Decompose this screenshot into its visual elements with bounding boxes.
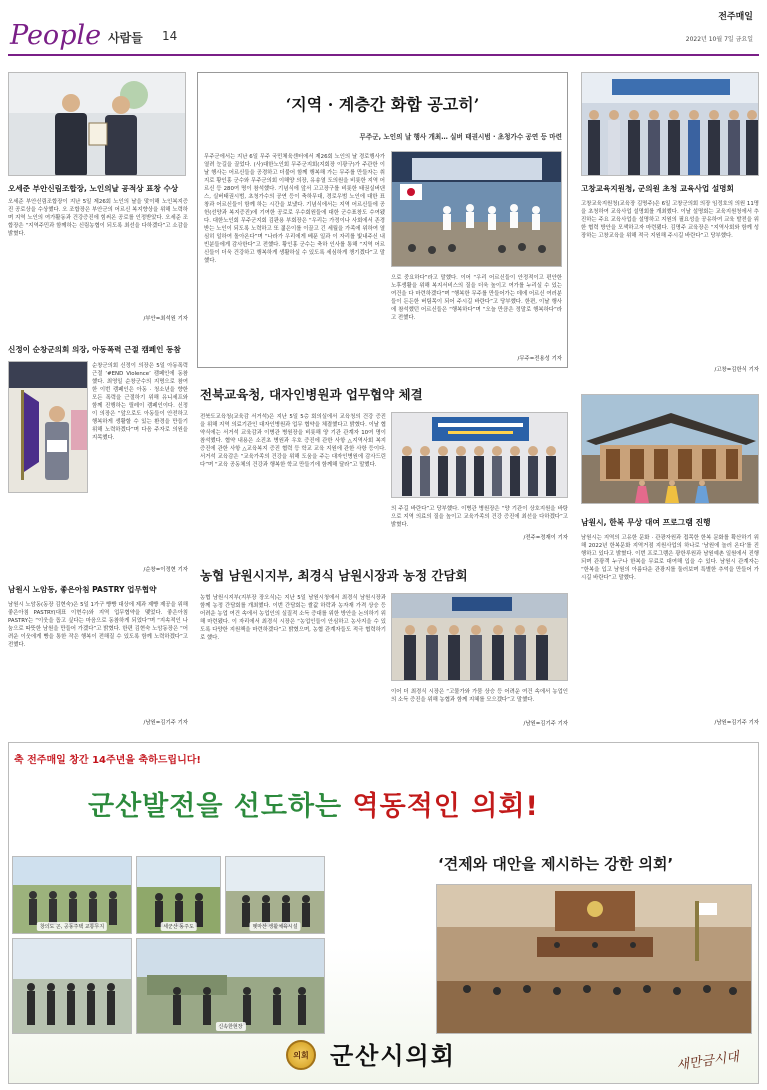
featured-body-left: 무주군에서는 지난 6일 무주 국민체육센터에서 제26회 노인의 날 경로행사가 열려 눈길을 끌었다. (사)대한노인회 무주군지회(지회장 이광구)가 주관한 이날 행사는 어르신들을 공경하고 더불어 함께 행복해 가는 무주를 만들자는 취지로 황인홍 군수와 무주군의회 이해양 의장, 유송열 도의원을 비롯한 지역 어르신 등 280여 명이 참석했다. 기념식에 앞서 고고장구를 비롯한 태권실버댄스, 실버태권시범, 초청가수의 공연 등이 축하무대, 경로우범 노인에 대한 표창과 어르신들이 함께 하는 시간을 보냈다. 기념식에서는 지역 어르신들에 공헌(선양과 복지증진)에 기여한 공로로 우수회원들에 대한 군수표창도 수여됐다. 대한노인회 무주군지회 김판용 부회장은 “우리는 가정이나 사회에서 존경받는 노인이 되도록 노력하고 또 젊은이를 이끌고 긴 세월을 가족에 위하여 열심히 일하여 돌아온다”며 “나라가 우리에게 베푼 일과 이 자리를 빛내주신 내빈분들에게 감사한다”고 전했다. 황인홍 군수는 축하 인사를 통해 “지역 어르신들이 더욱 건강하고 행복하게 생활하실 수 있도록 세심하게 챙기겠다”고 말했다.: [204, 154, 385, 264]
ad-headline-part-a: 군산발전을 선도하는: [88, 791, 353, 822]
byline-left-3: /남원=김기주 기자: [143, 720, 188, 726]
headline-left-1: 오세준 부안신림조합장, 노인의날 공적상 표창 수상: [8, 184, 179, 193]
headline-left-3: 남원시 노암동, 좋은아침 PASTRY 업무협약: [8, 585, 157, 594]
featured-subtitle: 무주군, 노인의 날 행사 개최… 실버 태권시범 · 초청가수 공연 등 마련: [359, 133, 562, 141]
byline-right-1: /고창=김한식 기자: [714, 367, 759, 373]
photo-taekwondo-event: [391, 151, 562, 267]
ad-council-name: 군산시의회: [330, 1042, 456, 1070]
issue-date: 2022년 10월 7일 금요일: [685, 36, 753, 43]
byline-mid-1: /전주=정재이 기자: [523, 535, 568, 541]
photo-hanbok-house: [581, 394, 759, 504]
ad-congrats-line: 축 전주매일 창간 14주년을 축하드립니다!: [14, 755, 201, 766]
photo-campaign: [8, 361, 88, 493]
ad-headline: [88, 784, 539, 823]
section-title: 사람들: [108, 31, 143, 45]
byline-left-1: /부안=최석원 기자: [143, 316, 188, 322]
photo-mou-signing: [391, 412, 568, 498]
body-mid-2-right: 이어 더 최경식 시장은 “고물가와 가뭄 상승 등 어려운 여건 속에서 농업인의 소득 증진을 위해 농협과 함께 지혜를 모으겠다”고 말했다.: [391, 689, 568, 703]
headline-left-2: 신정이 순창군의회 의장, 아동폭력 근절 캠페인 동참: [8, 345, 181, 354]
photo-award-ceremony: [8, 72, 186, 176]
photo-council-briefing: [581, 72, 759, 176]
ad-photo-2: [136, 856, 221, 934]
ad-photo-4: [12, 938, 132, 1034]
ad-photo-5: [136, 938, 325, 1034]
photo-agri-meeting: [391, 593, 568, 681]
page-number: 14: [162, 29, 178, 43]
ad-slogan: 새만금시대: [675, 1049, 740, 1074]
council-emblem-icon: 의회: [286, 1040, 316, 1070]
ad-photo-label-1: 창의도 곤, 공동주택 교통무지: [37, 922, 107, 931]
body-right-1: 고창교육지원청(교육장 김명주)은 6일 고창군의회 의장 임정호의 의원 11명을 초청하여 교육사업 설명회를 개최했다. 이날 설명회는 교육지원청에서 추진하는 주요 교육사업을 설명하고 지원의 필요성을 공유하여 교육 발전을 위한 협력 방안을 모색하고자 마련됐다. 김명주 교육장은 “지역사회와 함께 성장하는 고창교육을 위해 적극 지원해 주시길 바란다”고 당부했다.: [581, 201, 759, 239]
featured-body-right: 으로 중요하다”라고 말했다. 이어 “우리 어르신들이 안정적이고 편안한 노후생활을 위해 복지서비스의 질을 더욱 높이고 여가를 누리실 수 있는 여건을 다 마련하겠다”며 “행복한 무주를 만들어가는 데에 어르신 여러분들이 든든한 버팀목이 되어 주시길 바란다”고 당부했다. 한편, 이날 행사에 참석했던 어르신들은 “행복하다”며 “오늘 만큼은 정말로 행복하다”라고 전했다.: [391, 275, 562, 321]
ad-photo-3: [225, 856, 325, 934]
ad-photo-label-4: 신속한현장: [215, 1022, 245, 1031]
featured-title: ‘지역 · 계층간 화합 공고히’: [285, 95, 480, 114]
ad-photo-label-2: 세군산 동주도: [160, 922, 197, 931]
header-rule: [8, 54, 759, 56]
newspaper-name: 전주매일: [718, 12, 753, 22]
byline-mid-2: /남원=김기주 기자: [523, 721, 568, 727]
headline-mid-1: 전북교육청, 대자인병원과 업무협약 체결: [200, 387, 423, 402]
body-right-2: 남원시는 지역의 고유한 문화 · 관광자원과 접목한 한복 문화를 확산하기 위해 2022년 한복문화 지역거점 지원사업의 하나로 ‘남원에 놀러 온다’를 진행하고 있다고 밝혔다. 이번 프로그램은 광한루원과 남원예촌 일원에서 진행되며 관광객 누구나 한복을 무료로 대여해 입을 수 있다. 남원시 관계자는 “한복을 입고 남원의 아름다운 관광지를 둘러보며 특별한 추억을 만들어 가시길 바란다”고 말했다.: [581, 535, 759, 581]
featured-byline: /무주=전용성 기자: [517, 356, 562, 362]
body-mid-1: 전북도교육청(교육감 서거석)은 지난 5일 5층 회의실에서 교육청의 건강 증진을 위해 지역 의료기관인 대자인병원과 업무 협약을 체결했다고 밝혔다. 이날 협약식에는 서거석 교육감과 이병관 병원장을 비롯해 양 기관 관계자 10여 명이 참석했다. 협약 내용은 소진초 병원과 우호 증진에 관한 사항 △지역사회 복지 증진에 관한 사항 △교육복지 증진 협력 등 학교 교육 지원에 관한 사항 등이다. 서거석 교육감은 “교육가족의 건강을 위해 도움을 주는 대자인병원에 감사드린다”며 “교육 공동체의 건강과 행복한 학교 만들기에 함께해 달라”고 말했다.: [200, 414, 386, 468]
ad-photo-label-3: 뗏마산 생활체육시설: [249, 922, 300, 931]
ad-photo-1: [12, 856, 132, 934]
headline-right-2: 남원시, 한복 무상 대여 프로그램 진행: [581, 518, 711, 527]
byline-right-2: /남원=김기주 기자: [714, 720, 759, 726]
body-mid-2: 농협 남원시지부(지부장 장오식)는 지난 5일 남원시청에서 최경식 남원시장과 함께 농정 간담회를 개최했다. 이번 간담회는 쌀값 하락과 농자재 가격 상승 등 어려운 농업 여건 속에서 농업인의 실질적 소득 증대를 위한 방안을 논의하기 위해 마련됐다. 이 자리에서 최경식 시장은 “농업인들이 안심하고 농사지을 수 있도록 다양한 지원책을 마련하겠다”고 밝혔으며, 농협 관계자들도 적극 협력하기로 했다.: [200, 595, 386, 641]
headline-mid-2: 농협 남원시지부, 최경식 남원시장과 농정 간담회: [200, 568, 468, 583]
ad-subheadline: ‘견제와 대안을 제시하는 강한 의회’: [438, 855, 674, 873]
headline-right-1: 고창교육지원청, 군의원 초청 교육사업 설명회: [581, 184, 734, 193]
byline-left-2: /순창=이정현 기자: [143, 567, 188, 573]
ad-headline-part-b: 역동적인 의회!: [352, 791, 539, 822]
body-left-3: 남원시 노암동(동장 김현숙)은 5일 1가구 빵빵 대상에 제과 제빵 제공을 위해 좋은아침 PASTRY(대표 이현수)와 지역 업무협약을 맺었다. 좋은아침 PASTRY는 “이웃을 돕고 싶다는 마음으로 동참하게 되었다”며 “지속적인 나눔으로 따뜻한 남원을 만들어 가겠다”고 밝혔다. 한편 김현숙 노암동장은 “어려운 이웃에게 빵을 통한 작은 행복이 전해질 수 있도록 함께 노력하겠다”고 전했다.: [8, 602, 188, 648]
section-logo: People: [10, 20, 102, 51]
ad-photo-chamber: [436, 884, 752, 1034]
body-mid-1-right: 의 주길 바란다”고 당부했다. 이병관 병원장은 “양 기관이 상호지원을 바탕으로 지역 의료의 질을 높이고 교육가족의 건강 증진에 최선을 다하겠다”고 밝혔다.: [391, 506, 568, 528]
body-left-2: 순창군의회 신정이 의장은 5일 아동폭력 근절 ‘#END Violence’ 캠페인에 동참했다. 최영일 순창군수의 지명으로 참여한 이번 캠페인은 아동 · 청소년을 향한 모든 폭력을 근절하기 위해 유니세프와 함께 진행하는 릴레이 캠페인이다. 신정이 의장은 “앞으로도 아동들이 안전하고 행복하게 생활할 수 있는 환경을 만들기 위해 노력하겠다”며 다음 주자로 의원을 지목했다.: [92, 363, 188, 441]
body-left-1: 오세준 부안신림조합장이 지난 5일 제26회 노인의 날을 맞이해 노인복지증진 공로상을 수상했다. 오 조합장은 부안군의 어르신 복지향상을 위해 노력하며 지역 노인의 여가활동과 건강증진에 힘써온 공로를 인정받았다. 오세준 조합장은 “지역주민과 함께하는 신림농협이 되도록 최선을 다하겠다”고 소감을 밝혔다.: [8, 199, 188, 237]
